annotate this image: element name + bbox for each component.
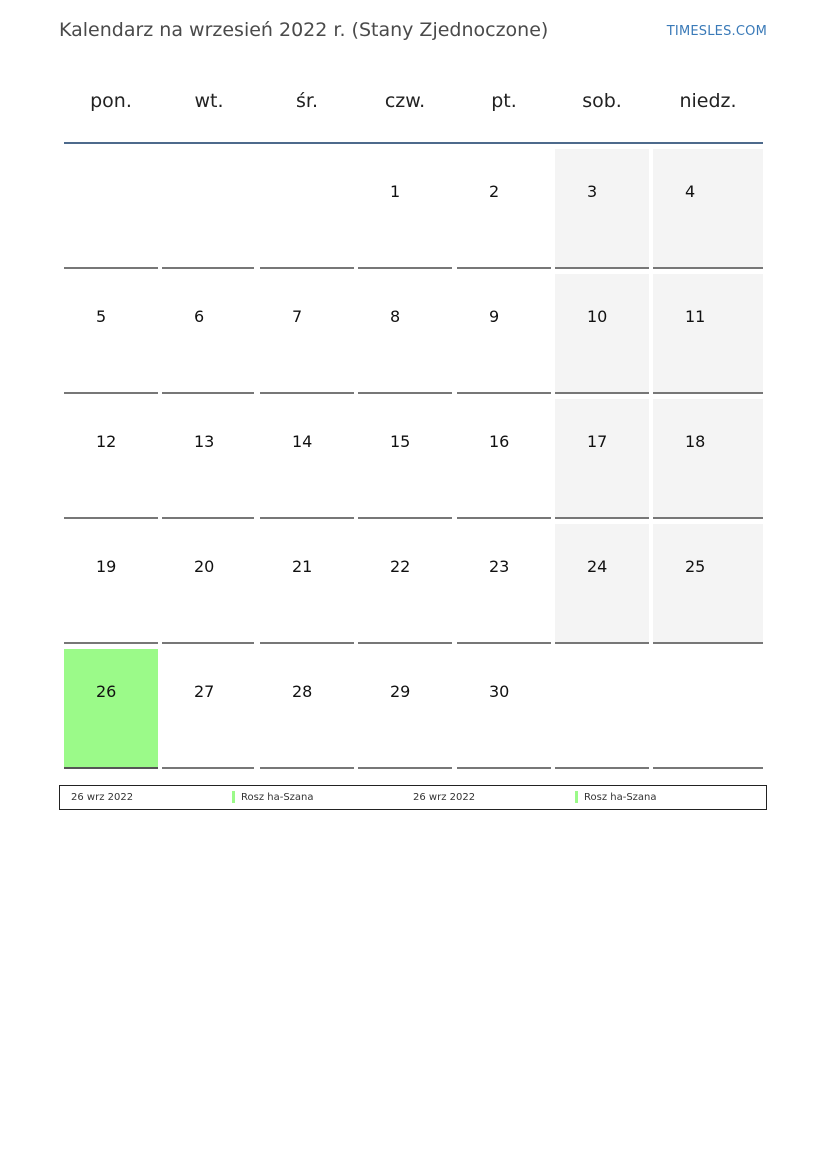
day-cell [260, 524, 354, 644]
day-cell [260, 274, 354, 394]
day-number: 30 [489, 682, 510, 701]
day-number: 13 [194, 432, 215, 451]
legend-color-marker [232, 791, 235, 803]
day-cell-weekend [555, 149, 649, 269]
day-number: 10 [587, 307, 608, 326]
day-cell [457, 274, 551, 394]
brand-link[interactable]: TIMESLES.COM [666, 24, 767, 39]
day-cell-empty [260, 149, 354, 269]
day-cell-empty [64, 149, 158, 269]
day-number: 1 [390, 182, 401, 201]
day-cell [457, 149, 551, 269]
day-number: 29 [390, 682, 411, 701]
day-cell [162, 649, 254, 769]
day-number: 2 [489, 182, 500, 201]
page-title: Kalendarz na wrzesień 2022 r. (Stany Zjednoczone) [59, 19, 549, 41]
day-number: 16 [489, 432, 510, 451]
day-number: 24 [587, 557, 608, 576]
day-cell [457, 399, 551, 519]
legend-color-marker [575, 791, 578, 803]
day-cell [64, 274, 158, 394]
weekday-label: wt. [194, 90, 224, 112]
weekday-label: sob. [582, 90, 622, 112]
day-cell [64, 524, 158, 644]
day-cell [260, 649, 354, 769]
day-number: 19 [96, 557, 117, 576]
legend-holiday-name: Rosz ha-Szana [241, 792, 314, 803]
day-cell-empty [555, 649, 649, 769]
day-cell [162, 274, 254, 394]
day-cell [358, 649, 452, 769]
day-number: 21 [292, 557, 313, 576]
weekday-label: śr. [295, 90, 318, 112]
day-number: 7 [292, 307, 303, 326]
day-cell-weekend [653, 524, 763, 644]
day-number: 23 [489, 557, 510, 576]
day-number: 8 [390, 307, 401, 326]
day-number: 3 [587, 182, 598, 201]
day-number: 11 [685, 307, 706, 326]
day-cell [358, 399, 452, 519]
day-cell-holiday [64, 649, 158, 769]
day-cell [162, 524, 254, 644]
day-number: 15 [390, 432, 411, 451]
weekday-label: niedz. [679, 90, 737, 112]
day-cell [162, 399, 254, 519]
day-number: 4 [685, 182, 696, 201]
day-cell-weekend [555, 274, 649, 394]
weekday-label: pt. [491, 90, 517, 112]
weekday-label: czw. [384, 90, 426, 112]
day-number: 27 [194, 682, 215, 701]
legend-date: 26 wrz 2022 [71, 792, 134, 803]
day-number: 12 [96, 432, 117, 451]
header-divider [64, 142, 763, 144]
day-cell-weekend [653, 274, 763, 394]
day-number: 26 [96, 682, 117, 701]
day-cell [358, 524, 452, 644]
legend-holiday-name: Rosz ha-Szana [584, 792, 657, 803]
day-cell-weekend [653, 149, 763, 269]
legend-date: 26 wrz 2022 [413, 792, 476, 803]
holiday-legend [59, 785, 767, 810]
day-cell-weekend [555, 399, 649, 519]
day-cell [457, 524, 551, 644]
day-number: 20 [194, 557, 215, 576]
day-number: 9 [489, 307, 500, 326]
day-number: 28 [292, 682, 313, 701]
day-cell [358, 274, 452, 394]
day-cell [260, 399, 354, 519]
day-cell-weekend [653, 399, 763, 519]
day-cell-weekend [555, 524, 649, 644]
day-cell-empty [653, 649, 763, 769]
day-number: 22 [390, 557, 411, 576]
weekday-header-row [64, 90, 763, 120]
day-number: 5 [96, 307, 107, 326]
day-number: 25 [685, 557, 706, 576]
day-cell [64, 399, 158, 519]
weekday-label: pon. [90, 90, 132, 112]
day-number: 18 [685, 432, 706, 451]
day-cell [358, 149, 452, 269]
day-cell [457, 649, 551, 769]
day-number: 17 [587, 432, 608, 451]
day-number: 14 [292, 432, 313, 451]
day-cell-empty [162, 149, 254, 269]
day-number: 6 [194, 307, 205, 326]
